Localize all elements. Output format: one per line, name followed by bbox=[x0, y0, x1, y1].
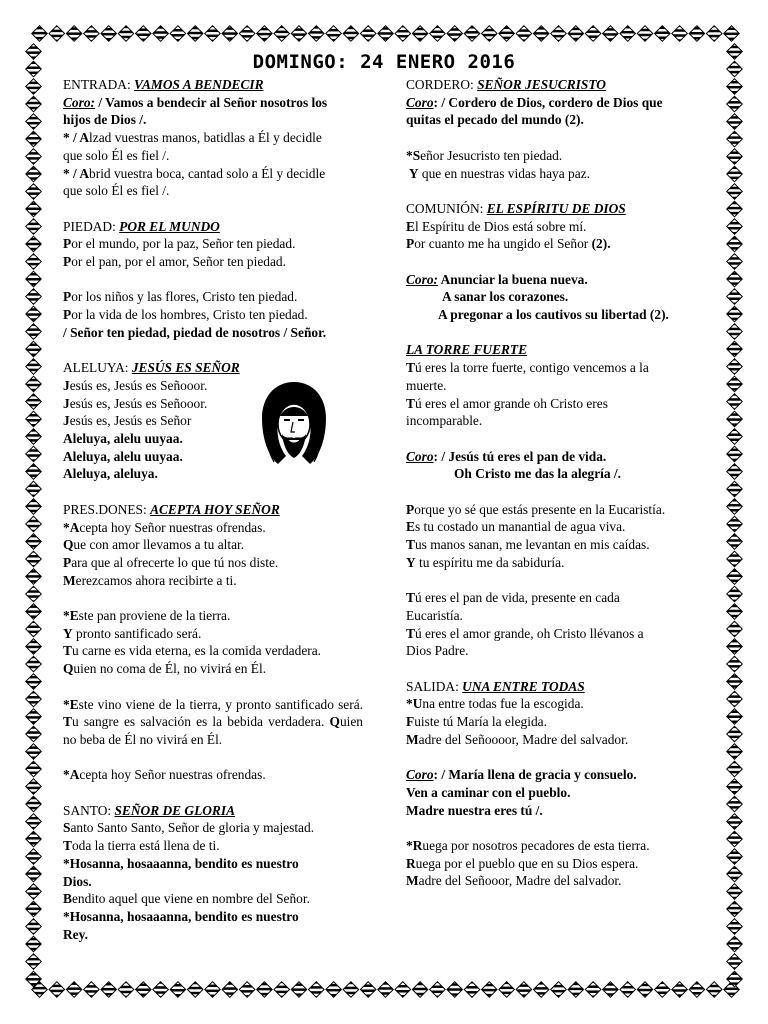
piedad-line: Por la vida de los hombres, Cristo ten piedad. bbox=[63, 307, 308, 323]
border-cell bbox=[672, 982, 688, 998]
piedad-refrain: / Señor ten piedad, piedad de nosotros / Señor. bbox=[63, 324, 327, 340]
border-cell bbox=[727, 954, 743, 970]
border-cell bbox=[727, 499, 743, 515]
border-cell bbox=[727, 411, 743, 427]
border-cell bbox=[26, 341, 42, 357]
border-cell bbox=[326, 26, 342, 42]
border-cell bbox=[727, 254, 743, 270]
border-cell bbox=[26, 499, 42, 515]
border-cell bbox=[395, 26, 411, 42]
border-cell bbox=[26, 166, 42, 182]
border-cell bbox=[26, 516, 42, 532]
dones-line: Quien no coma de Él, no vivirá en Él. bbox=[63, 661, 267, 677]
torre-line: Eucaristía. bbox=[406, 607, 463, 623]
border-cell bbox=[727, 464, 743, 480]
border-cell bbox=[26, 761, 42, 777]
entrada-coro: Coro: / Vamos a bendecir al Señor nosotros los bbox=[63, 94, 328, 110]
border-cell bbox=[727, 236, 743, 252]
border-cell bbox=[727, 569, 743, 585]
salida-line: Madre del Señooor, Madre del salvador. bbox=[406, 873, 622, 889]
salida-line: Ruega por el pueblo que en su Dios espera. bbox=[406, 855, 639, 871]
border-cell bbox=[257, 982, 273, 998]
dones-line: Tu carne es vida eterna, es la comida verdadera. bbox=[63, 643, 322, 659]
border-cell bbox=[568, 982, 584, 998]
border-cell bbox=[26, 131, 42, 147]
border-cell bbox=[727, 814, 743, 830]
piedad-line: Por el pan, por el amor, Señor ten piedad. bbox=[63, 254, 286, 270]
cordero-heading: CORDERO: SEÑOR JESUCRISTO bbox=[406, 77, 606, 92]
border-cell bbox=[585, 26, 601, 42]
border-cell bbox=[101, 26, 117, 42]
border-cell bbox=[603, 982, 619, 998]
border-cell bbox=[26, 289, 42, 305]
border-cell bbox=[727, 79, 743, 95]
piedad-heading: PIEDAD: POR EL MUNDO bbox=[63, 218, 220, 234]
santo-line: Bendito aquel que viene en nombre del Señor. bbox=[63, 891, 310, 907]
border-cell bbox=[378, 26, 394, 42]
border-cell bbox=[26, 621, 42, 637]
border-cell bbox=[655, 982, 671, 998]
entrada-verse-2b: que solo Él es fiel /. bbox=[63, 183, 170, 199]
border-cell bbox=[153, 982, 169, 998]
border-cell bbox=[727, 674, 743, 690]
dones-line: Merezcamos ahora recibirte a ti. bbox=[63, 572, 237, 588]
torre-line: Tú eres la torre fuerte, contigo vencemos a la bbox=[406, 360, 649, 376]
border-cell bbox=[464, 26, 480, 42]
border-cell bbox=[26, 481, 42, 497]
border-cell bbox=[26, 656, 42, 672]
border-cell bbox=[326, 982, 342, 998]
border-cell bbox=[274, 982, 290, 998]
border-cell bbox=[412, 26, 428, 42]
border-cell bbox=[395, 982, 411, 998]
right-column bbox=[406, 76, 712, 890]
border-cell bbox=[724, 26, 740, 42]
santo-hosanna: Rey. bbox=[63, 926, 88, 942]
piedad-line: Por el mundo, por la paz, Señor ten piedad. bbox=[63, 236, 296, 252]
left-column bbox=[63, 76, 363, 943]
aleluya-line: Jesús es, Jesús es Señooor. bbox=[63, 377, 208, 393]
torre-line: Tú eres el amor grande, oh Cristo llévanos a bbox=[406, 625, 644, 641]
border-cell bbox=[26, 586, 42, 602]
border-cell bbox=[26, 464, 42, 480]
border-cell bbox=[309, 26, 325, 42]
border-cell bbox=[706, 982, 722, 998]
dones-line: Para que al ofrecerte lo que tú nos diste. bbox=[63, 554, 279, 570]
dones-line: *Este pan proviene de la tierra. bbox=[63, 608, 231, 624]
border-cell bbox=[26, 936, 42, 952]
border-cell bbox=[343, 982, 359, 998]
border-cell bbox=[603, 26, 619, 42]
torre-line: incomparable. bbox=[406, 413, 483, 429]
entrada-coro-line2: hijos de Dios /. bbox=[63, 112, 147, 128]
border-cell bbox=[727, 901, 743, 917]
border-cell bbox=[360, 26, 376, 42]
border-cell bbox=[620, 982, 636, 998]
entrada-verse-2: * / Abrid vuestra boca, cantad solo a Él y decidle bbox=[63, 165, 326, 181]
border-cell bbox=[170, 26, 186, 42]
salida-line: Madre del Señoooor, Madre del salvador. bbox=[406, 731, 629, 747]
border-cell bbox=[222, 26, 238, 42]
border-cell bbox=[26, 901, 42, 917]
border-cell bbox=[727, 831, 743, 847]
border-cell bbox=[499, 26, 515, 42]
torre-line: Tú eres el amor grande oh Cristo eres bbox=[406, 395, 608, 411]
salida-line: *Ruega por nosotros pecadores de esta tierra. bbox=[406, 838, 650, 854]
cordero-line: Y que en nuestras vidas haya paz. bbox=[406, 165, 590, 181]
border-cell bbox=[26, 219, 42, 235]
border-cell bbox=[551, 26, 567, 42]
border-cell bbox=[672, 26, 688, 42]
border-cell bbox=[727, 446, 743, 462]
border-cell bbox=[26, 884, 42, 900]
torre-heading: LA TORRE FUERTE bbox=[406, 342, 528, 358]
border-cell bbox=[620, 26, 636, 42]
border-cell bbox=[727, 884, 743, 900]
border-cell bbox=[26, 411, 42, 427]
border-cell bbox=[727, 184, 743, 200]
border-cell bbox=[727, 919, 743, 935]
border-cell bbox=[727, 691, 743, 707]
border-cell bbox=[136, 26, 152, 42]
border-cell bbox=[727, 131, 743, 147]
border-cell bbox=[26, 831, 42, 847]
border-cell bbox=[118, 26, 134, 42]
aleluya-refrain: Aleluya, alelu uuyaa. bbox=[63, 448, 183, 464]
border-cell bbox=[727, 621, 743, 637]
torre-line: Tus manos sanan, me levantan en mis caídas. bbox=[406, 537, 650, 553]
border-cell bbox=[727, 289, 743, 305]
border-cell bbox=[689, 26, 705, 42]
border-cell bbox=[26, 359, 42, 375]
border-cell bbox=[26, 306, 42, 322]
border-cell bbox=[26, 604, 42, 620]
border-cell bbox=[568, 26, 584, 42]
comunion-coro: Coro: Anunciar la buena nueva. bbox=[406, 271, 588, 287]
border-cell bbox=[533, 26, 549, 42]
entrada-verse-1: * / Alzad vuestras manos, batidlas a Él y decidle bbox=[63, 130, 322, 146]
border-cell bbox=[727, 341, 743, 357]
border-cell bbox=[727, 271, 743, 287]
border-cell bbox=[26, 954, 42, 970]
border-cell bbox=[26, 814, 42, 830]
border-cell bbox=[257, 26, 273, 42]
comunion-line: El Espíritu de Dios está sobre mí. bbox=[406, 218, 587, 234]
torre-coro: Coro: / Jesús tú eres el pan de vida. bbox=[406, 448, 607, 464]
border-cell bbox=[101, 982, 117, 998]
border-cell bbox=[727, 429, 743, 445]
entrada-verse-1b: que solo Él es fiel /. bbox=[63, 147, 170, 163]
page-title: DOMINGO: 24 ENERO 2016 bbox=[252, 51, 516, 73]
border-cell bbox=[430, 982, 446, 998]
border-cell bbox=[84, 26, 100, 42]
border-cell bbox=[447, 982, 463, 998]
border-cell bbox=[727, 796, 743, 812]
border-cell bbox=[727, 96, 743, 112]
border-cell bbox=[49, 982, 65, 998]
border-cell bbox=[26, 569, 42, 585]
border-cell bbox=[727, 306, 743, 322]
border-cell bbox=[360, 982, 376, 998]
dones-line: Que con amor llevamos a tu altar. bbox=[63, 537, 245, 553]
border-cell bbox=[464, 982, 480, 998]
comunion-heading: COMUNIÓN: EL ESPÍRITU DE DIOS bbox=[406, 200, 626, 216]
border-cell bbox=[585, 982, 601, 998]
border-cell bbox=[727, 936, 743, 952]
comunion-coro-line: A sanar los corazones. bbox=[442, 289, 569, 305]
border-cell bbox=[447, 26, 463, 42]
border-cell bbox=[26, 849, 42, 865]
border-cell bbox=[153, 26, 169, 42]
border-cell bbox=[205, 982, 221, 998]
border-cell bbox=[727, 849, 743, 865]
comunion-line: Por cuanto me ha ungido el Señor (2). bbox=[406, 236, 611, 252]
border-cell bbox=[430, 26, 446, 42]
torre-coro-line: Oh Cristo me das la alegría /. bbox=[454, 466, 621, 482]
border-cell bbox=[482, 26, 498, 42]
dones-paragraph: *Este vino viene de la tierra, y pronto santificado será. Tu sangre es salvación es la bebida verdadera. Quien no beba de Él no vivirá en Él. bbox=[63, 696, 363, 747]
salida-heading: SALIDA: UNA ENTRE TODAS bbox=[406, 678, 585, 694]
border-cell bbox=[26, 149, 42, 165]
border-cell bbox=[727, 394, 743, 410]
border-cell bbox=[727, 359, 743, 375]
border-cell bbox=[239, 982, 255, 998]
piedad-line: Por los niños y las flores, Cristo ten piedad. bbox=[63, 289, 298, 305]
dones-line: Y pronto santificado será. bbox=[63, 625, 202, 641]
border-cell bbox=[26, 779, 42, 795]
santo-hosanna: *Hosanna, hosaaanna, bendito es nuestro bbox=[63, 855, 299, 871]
border-cell bbox=[26, 674, 42, 690]
border-cell bbox=[706, 26, 722, 42]
border-cell bbox=[343, 26, 359, 42]
border-cell bbox=[533, 982, 549, 998]
border-cell bbox=[26, 201, 42, 217]
border-cell bbox=[66, 982, 82, 998]
salida-coro: Coro: / María llena de gracia y consuelo. bbox=[406, 767, 637, 783]
border-cell bbox=[205, 26, 221, 42]
border-cell bbox=[49, 26, 65, 42]
border-cell bbox=[26, 691, 42, 707]
border-cell bbox=[187, 26, 203, 42]
border-cell bbox=[26, 324, 42, 340]
border-cell bbox=[727, 516, 743, 532]
border-cell bbox=[727, 481, 743, 497]
border-cell bbox=[84, 982, 100, 998]
border-cell bbox=[26, 639, 42, 655]
torre-line: Porque yo sé que estás presente en la Eucaristía. bbox=[406, 501, 666, 517]
border-cell bbox=[727, 761, 743, 777]
border-cell bbox=[516, 982, 532, 998]
border-cell bbox=[26, 796, 42, 812]
border-cell bbox=[26, 114, 42, 130]
border-cell bbox=[412, 982, 428, 998]
jesus-portrait-icon bbox=[256, 378, 332, 470]
cordero-coro: Coro: / Cordero de Dios, cordero de Dios que bbox=[406, 94, 663, 110]
santo-hosanna: *Hosanna, hosaaanna, bendito es nuestro bbox=[63, 908, 299, 924]
border-cell bbox=[222, 982, 238, 998]
border-cell bbox=[727, 866, 743, 882]
border-cell bbox=[291, 982, 307, 998]
border-cell bbox=[187, 982, 203, 998]
border-cell bbox=[26, 534, 42, 550]
aleluya-line: Jesús es, Jesús es Señor bbox=[63, 413, 192, 429]
border-cell bbox=[26, 394, 42, 410]
border-cell bbox=[637, 982, 653, 998]
border-cell bbox=[727, 604, 743, 620]
dones-heading: PRES.DONES: ACEPTA HOY SEÑOR bbox=[63, 501, 280, 517]
aleluya-refrain: Aleluya, aleluya. bbox=[63, 466, 158, 482]
border-cell bbox=[482, 982, 498, 998]
border-cell bbox=[26, 709, 42, 725]
dones-line: *Acepta hoy Señor nuestras ofrendas. bbox=[63, 519, 266, 535]
border-cell bbox=[378, 982, 394, 998]
border-cell bbox=[136, 982, 152, 998]
border-cell bbox=[689, 982, 705, 998]
border-cell bbox=[26, 744, 42, 760]
border-cell bbox=[26, 446, 42, 462]
entrada-heading: ENTRADA: VAMOS A BENDECIR bbox=[63, 77, 264, 92]
border-cell bbox=[66, 26, 82, 42]
border-cell bbox=[26, 184, 42, 200]
salida-line: Fuiste tú María la elegida. bbox=[406, 714, 547, 730]
border-cell bbox=[727, 726, 743, 742]
border-cell bbox=[637, 26, 653, 42]
border-cell bbox=[727, 149, 743, 165]
torre-line: Dios Padre. bbox=[406, 643, 469, 659]
border-cell bbox=[727, 744, 743, 760]
aleluya-refrain: Aleluya, alelu uuyaa. bbox=[63, 431, 183, 447]
santo-line: Santo Santo Santo, Señor de gloria y majestad. bbox=[63, 820, 315, 836]
torre-line: Es tu costado un manantial de agua viva. bbox=[406, 519, 626, 535]
comunion-coro-line: A pregonar a los cautivos su libertad (2). bbox=[438, 307, 669, 323]
santo-line: Toda la tierra está llena de ti. bbox=[63, 838, 220, 854]
border-cell bbox=[727, 166, 743, 182]
border-cell bbox=[26, 271, 42, 287]
santo-hosanna: Dios. bbox=[63, 873, 92, 889]
border-cell bbox=[727, 324, 743, 340]
salida-coro-line: Madre nuestra eres tú /. bbox=[406, 802, 543, 818]
border-cell bbox=[516, 26, 532, 42]
torre-line: muerte. bbox=[406, 377, 447, 393]
border-cell bbox=[655, 26, 671, 42]
border-cell bbox=[727, 201, 743, 217]
cordero-coro-line2: quitas el pecado del mundo (2). bbox=[406, 112, 584, 128]
border-cell bbox=[26, 429, 42, 445]
border-cell bbox=[499, 982, 515, 998]
border-cell bbox=[727, 534, 743, 550]
cordero-line: *Señor Jesucristo ten piedad. bbox=[406, 147, 563, 163]
border-cell bbox=[118, 982, 134, 998]
border-cell bbox=[291, 26, 307, 42]
border-cell bbox=[239, 26, 255, 42]
border-cell bbox=[26, 254, 42, 270]
border-cell bbox=[309, 982, 325, 998]
border-cell bbox=[727, 639, 743, 655]
border-cell bbox=[727, 219, 743, 235]
border-cell bbox=[274, 26, 290, 42]
torre-line: Tú eres el pan de vida, presente en cada bbox=[406, 590, 620, 606]
border-cell bbox=[26, 96, 42, 112]
border-cell bbox=[727, 376, 743, 392]
border-cell bbox=[32, 26, 48, 42]
border-cell bbox=[727, 551, 743, 567]
border-cell bbox=[551, 982, 567, 998]
border-cell bbox=[727, 586, 743, 602]
border-cell bbox=[26, 79, 42, 95]
aleluya-heading: ALELUYA: JESÚS ES SEÑOR bbox=[63, 360, 240, 376]
salida-coro-line: Ven a caminar con el pueblo. bbox=[406, 784, 571, 800]
santo-heading: SANTO: SEÑOR DE GLORIA bbox=[63, 802, 236, 818]
torre-line: Y tu espíritu me da sabiduría. bbox=[406, 554, 565, 570]
aleluya-line: Jesús es, Jesús es Señooor. bbox=[63, 395, 208, 411]
salida-line: *Una entre todas fue la escogida. bbox=[406, 696, 584, 712]
border-cell bbox=[26, 236, 42, 252]
border-cell bbox=[26, 919, 42, 935]
border-cell bbox=[26, 726, 42, 742]
dones-line: *Acepta hoy Señor nuestras ofrendas. bbox=[63, 767, 266, 783]
border-cell bbox=[727, 709, 743, 725]
border-cell bbox=[727, 114, 743, 130]
border-cell bbox=[26, 376, 42, 392]
border-cell bbox=[727, 779, 743, 795]
border-cell bbox=[26, 866, 42, 882]
border-cell bbox=[170, 982, 186, 998]
border-cell bbox=[727, 656, 743, 672]
border-cell bbox=[26, 551, 42, 567]
